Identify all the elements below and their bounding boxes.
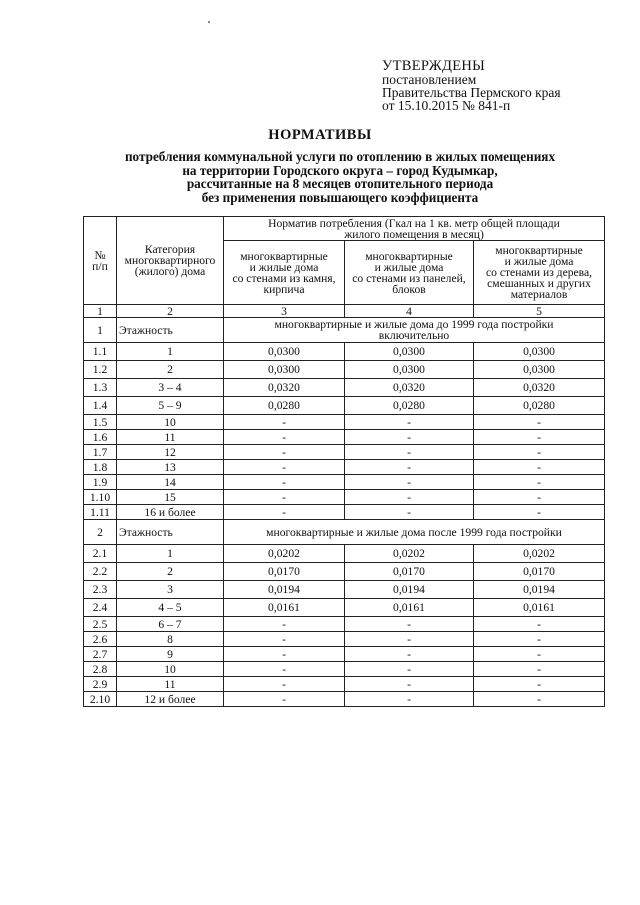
row-number: 2.2: [84, 563, 117, 581]
row-floors: 1: [117, 545, 224, 563]
column-number: 4: [345, 305, 474, 318]
value-panel: -: [345, 617, 474, 632]
row-floors: 6 – 7: [117, 617, 224, 632]
value-stone: -: [224, 475, 345, 490]
value-panel: -: [345, 490, 474, 505]
header-walls-line: многоквартирные: [240, 249, 328, 263]
column-number: 5: [474, 305, 605, 318]
table-row: [84, 647, 605, 662]
column-number: 3: [224, 305, 345, 318]
header-category-line: многоквартирного: [124, 254, 216, 267]
value-wood: -: [474, 632, 605, 647]
value-stone: 0,0320: [224, 379, 345, 397]
header-number-line: №: [94, 248, 106, 262]
value-wood: -: [474, 662, 605, 677]
value-panel: -: [345, 692, 474, 707]
header-category-line: Категория: [144, 243, 196, 256]
row-floors: 8: [117, 632, 224, 647]
value-stone: -: [224, 490, 345, 505]
row-floors: 9: [117, 647, 224, 662]
value-stone: -: [224, 677, 345, 692]
header-walls-line: со стенами из дерева,: [486, 266, 593, 279]
row-number: 1.6: [84, 430, 117, 445]
row-number: 1.7: [84, 445, 117, 460]
row-floors: 4 – 5: [117, 599, 224, 617]
row-number: 1.1: [84, 343, 117, 361]
row-floors: 14: [117, 475, 224, 490]
table-row: [84, 460, 605, 475]
header-norm-line: жилого помещения в месяц): [344, 227, 484, 241]
value-panel: 0,0161: [345, 599, 474, 617]
header-category: [117, 217, 224, 305]
header-walls-stone: [224, 241, 345, 305]
table-row: [84, 445, 605, 460]
value-wood: 0,0170: [474, 563, 605, 581]
value-wood: 0,0280: [474, 397, 605, 415]
value-panel: -: [345, 445, 474, 460]
row-number: 1.2: [84, 361, 117, 379]
header-walls-line: многоквартирные: [365, 249, 453, 263]
value-stone: -: [224, 617, 345, 632]
section-number: 2: [84, 520, 117, 545]
table-row: [84, 545, 605, 563]
value-wood: -: [474, 692, 605, 707]
row-floors: 2: [117, 563, 224, 581]
subtitle-line: потребления коммунальной услуги по отоплению в жилых помещениях: [124, 149, 556, 164]
value-wood: -: [474, 415, 605, 430]
value-wood: -: [474, 505, 605, 520]
value-panel: -: [345, 475, 474, 490]
column-number: 2: [117, 305, 224, 318]
header-walls-line: и жилые дома: [504, 255, 574, 268]
header-walls-line: и жилые дома: [374, 260, 444, 274]
subtitle-line: рассчитанные на 8 месяцев отопительного периода: [186, 176, 494, 191]
header-number: [84, 217, 117, 305]
value-panel: -: [345, 662, 474, 677]
value-wood: 0,0161: [474, 599, 605, 617]
value-wood: -: [474, 647, 605, 662]
value-panel: -: [345, 430, 474, 445]
value-stone: -: [224, 632, 345, 647]
value-panel: -: [345, 415, 474, 430]
section-row: [84, 318, 605, 343]
row-number: 2.5: [84, 617, 117, 632]
row-number: 2.10: [84, 692, 117, 707]
column-number: 1: [84, 305, 117, 318]
value-panel: -: [345, 677, 474, 692]
value-wood: 0,0320: [474, 379, 605, 397]
approval-block: [382, 60, 622, 112]
table-row: [84, 563, 605, 581]
value-panel: 0,0194: [345, 581, 474, 599]
row-floors: 11: [117, 430, 224, 445]
value-stone: -: [224, 647, 345, 662]
section-number: 1: [84, 318, 117, 343]
norms-table: [83, 216, 605, 707]
table-row: [84, 415, 605, 430]
header-walls-line: многоквартирные: [495, 244, 583, 257]
value-wood: -: [474, 617, 605, 632]
table-row: [84, 677, 605, 692]
value-stone: -: [224, 692, 345, 707]
section-category: Этажность: [117, 520, 224, 545]
section-note-line: многоквартирные и жилые дома после 1999 года постройки: [266, 525, 562, 539]
table-row: [84, 430, 605, 445]
row-number: 1.5: [84, 415, 117, 430]
value-wood: 0,0194: [474, 581, 605, 599]
value-wood: -: [474, 677, 605, 692]
table-row: [84, 343, 605, 361]
row-floors: 16 и более: [117, 505, 224, 520]
approval-line: Правительства Пермского края: [382, 85, 561, 100]
document-subtitle: [60, 150, 620, 204]
header-category-line: (жилого) дома: [134, 265, 206, 278]
row-floors: 5 – 9: [117, 397, 224, 415]
value-panel: -: [345, 460, 474, 475]
value-stone: -: [224, 505, 345, 520]
table-row: [84, 692, 605, 707]
value-panel: -: [345, 647, 474, 662]
value-wood: 0,0300: [474, 343, 605, 361]
row-number: 2.7: [84, 647, 117, 662]
row-floors: 10: [117, 415, 224, 430]
value-stone: 0,0170: [224, 563, 345, 581]
header-walls-panel: [345, 241, 474, 305]
row-number: 2.6: [84, 632, 117, 647]
value-wood: -: [474, 430, 605, 445]
table-row: [84, 505, 605, 520]
approval-line: от 15.10.2015 № 841-п: [382, 98, 511, 113]
row-number: 2.1: [84, 545, 117, 563]
table-header-row: [84, 217, 605, 241]
value-stone: 0,0280: [224, 397, 345, 415]
value-panel: 0,0202: [345, 545, 474, 563]
row-number: 1.8: [84, 460, 117, 475]
value-wood: -: [474, 475, 605, 490]
table-row: [84, 632, 605, 647]
row-floors: 12: [117, 445, 224, 460]
header-walls-line: кирпича: [263, 282, 305, 296]
approval-line: постановлением: [382, 72, 477, 87]
row-floors: 13: [117, 460, 224, 475]
table-row: [84, 379, 605, 397]
value-panel: -: [345, 632, 474, 647]
section-note-line: включительно: [378, 329, 450, 342]
row-floors: 2: [117, 361, 224, 379]
column-number-row: [84, 305, 605, 318]
header-walls-line: блоков: [392, 282, 426, 296]
row-floors: 3: [117, 581, 224, 599]
row-floors: 15: [117, 490, 224, 505]
row-floors: 3 – 4: [117, 379, 224, 397]
value-stone: -: [224, 460, 345, 475]
table-row: [84, 617, 605, 632]
table-row: [84, 581, 605, 599]
row-number: 1.3: [84, 379, 117, 397]
row-number: 2.8: [84, 662, 117, 677]
value-stone: 0,0300: [224, 343, 345, 361]
row-floors: 12 и более: [117, 692, 224, 707]
value-stone: 0,0161: [224, 599, 345, 617]
value-wood: 0,0300: [474, 361, 605, 379]
value-panel: 0,0320: [345, 379, 474, 397]
value-panel: 0,0280: [345, 397, 474, 415]
table-row: [84, 599, 605, 617]
value-stone: -: [224, 662, 345, 677]
header-walls-line: со стенами из панелей,: [352, 271, 466, 285]
value-panel: 0,0300: [345, 343, 474, 361]
row-number: 1.9: [84, 475, 117, 490]
header-norm: [224, 217, 605, 241]
scan-speck: [208, 21, 210, 23]
value-stone: -: [224, 415, 345, 430]
header-norm-line: Норматив потребления (Гкал на 1 кв. метр общей площади: [268, 216, 560, 230]
value-stone: -: [224, 430, 345, 445]
value-panel: 0,0170: [345, 563, 474, 581]
approval-heading: УТВЕРЖДЕНЫ: [382, 58, 486, 74]
table-row: [84, 490, 605, 505]
section-note: [224, 520, 605, 545]
document-title: НОРМАТИВЫ: [268, 127, 372, 143]
value-stone: -: [224, 445, 345, 460]
subtitle-line: на территории Городского округа – город Кудымкар,: [182, 162, 498, 178]
value-stone: 0,0300: [224, 361, 345, 379]
table-row: [84, 361, 605, 379]
table-row: [84, 397, 605, 415]
row-floors: 10: [117, 662, 224, 677]
value-wood: -: [474, 460, 605, 475]
row-number: 1.11: [84, 505, 117, 520]
value-panel: -: [345, 505, 474, 520]
value-stone: 0,0194: [224, 581, 345, 599]
row-number: 2.9: [84, 677, 117, 692]
header-walls-line: и жилые дома: [249, 260, 319, 274]
header-walls-line: материалов: [510, 288, 568, 301]
value-stone: 0,0202: [224, 545, 345, 563]
row-floors: 11: [117, 677, 224, 692]
row-number: 2.3: [84, 581, 117, 599]
row-number: 1.10: [84, 490, 117, 505]
subtitle-line: без применения повышающего коэффициента: [201, 189, 479, 205]
norms-table-body: [84, 217, 605, 707]
header-walls-line: смешанных и других: [487, 277, 591, 290]
header-number-line: п/п: [92, 259, 108, 273]
row-floors: 1: [117, 343, 224, 361]
value-wood: -: [474, 445, 605, 460]
header-walls-line: со стенами из камня,: [232, 271, 336, 285]
header-walls-wood: [474, 241, 605, 305]
value-wood: 0,0202: [474, 545, 605, 563]
section-note: [224, 318, 605, 343]
table-row: [84, 475, 605, 490]
value-panel: 0,0300: [345, 361, 474, 379]
value-wood: -: [474, 490, 605, 505]
row-number: 1.4: [84, 397, 117, 415]
section-note-line: многоквартирные и жилые дома до 1999 года постройки: [274, 318, 554, 331]
section-row: [84, 520, 605, 545]
row-number: 2.4: [84, 599, 117, 617]
section-category: Этажность: [117, 318, 224, 343]
table-row: [84, 662, 605, 677]
